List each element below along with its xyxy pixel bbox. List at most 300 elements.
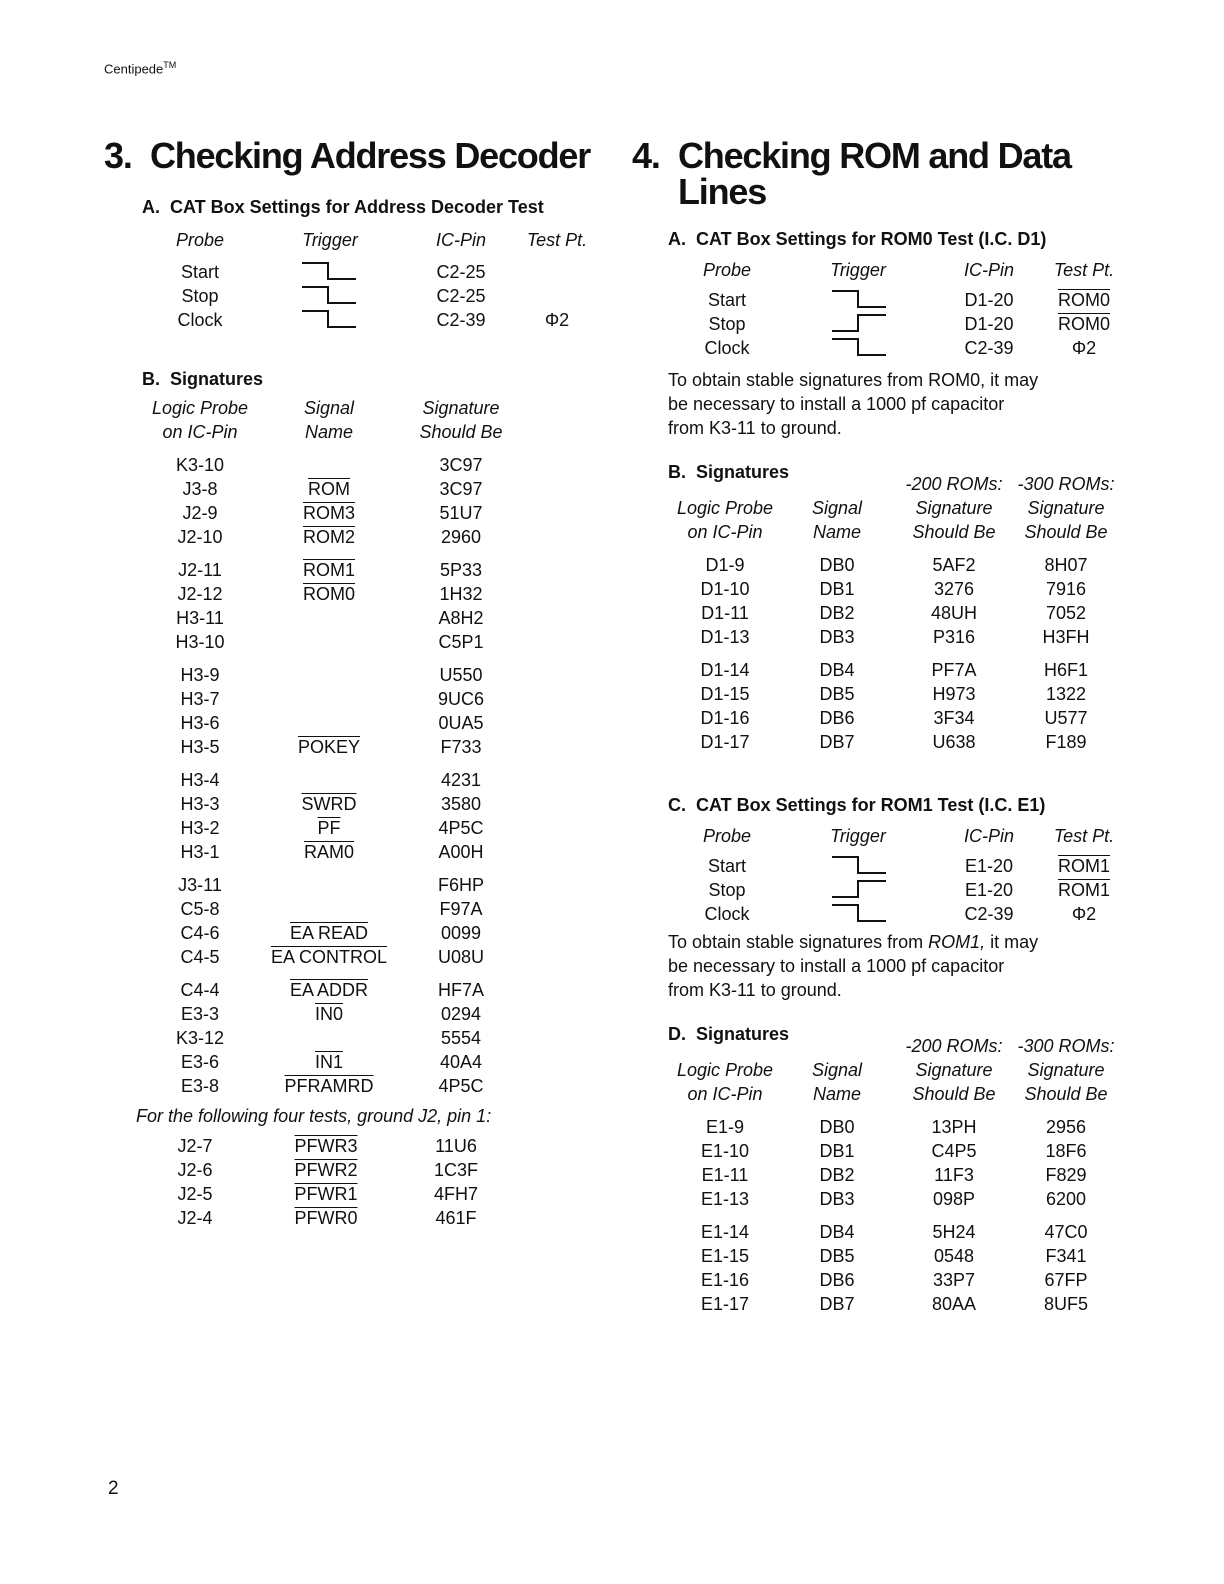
- table-row: [104, 501, 604, 525]
- col-sig300-header: Signature: [1027, 498, 1105, 518]
- table-row: [104, 477, 604, 501]
- signature-300-cell: 18F6: [1045, 1141, 1087, 1161]
- subsection-title: Signatures: [696, 462, 790, 482]
- signal-cell: DB4: [819, 1222, 855, 1242]
- pin-cell: E1-10: [700, 1141, 750, 1161]
- col-icpin-header: IC-Pin: [435, 230, 487, 250]
- pin-cell: E1-13: [700, 1189, 750, 1209]
- signature-200-cell: 11F3: [934, 1165, 974, 1185]
- pin-cell: H3-9: [180, 665, 220, 685]
- pin-cell: J2-7: [177, 1136, 213, 1156]
- icpin-cell: D1-20: [964, 314, 1014, 334]
- signature-300-cell: F189: [1045, 732, 1087, 752]
- testpt-cell: Φ2: [1071, 904, 1097, 924]
- icpin-cell: C2-39: [436, 310, 486, 330]
- signal-cell: DB7: [819, 732, 855, 752]
- col-probe-header: Logic Probe: [151, 398, 249, 418]
- table-row: [632, 312, 1132, 336]
- pin-cell: J2-12: [177, 584, 223, 604]
- table-header: [632, 496, 1132, 520]
- subsection-4a-title: A. CAT Box Settings for ROM0 Test (I.C. D1): [668, 229, 1047, 249]
- signature-300-cell: F829: [1045, 1165, 1087, 1185]
- probe-cell: Start: [707, 290, 747, 310]
- pin-cell: J2-4: [177, 1208, 213, 1228]
- pin-cell: E3-3: [180, 1004, 220, 1024]
- table-row: [104, 558, 604, 582]
- table-row: [104, 1002, 604, 1026]
- subsection-3b-title: B. Signatures: [142, 369, 264, 389]
- col-signal-header: Signal: [811, 498, 863, 518]
- signature-300-cell: H3FH: [1042, 627, 1090, 647]
- col-trigger-header: Trigger: [830, 826, 886, 846]
- table-header: [632, 258, 1132, 282]
- table-row: [104, 1158, 604, 1182]
- col-trigger-header: Trigger: [302, 230, 358, 250]
- pin-cell: H3-10: [175, 632, 225, 652]
- probe-cell: Stop: [181, 286, 219, 306]
- signal-cell: EA CONTROL: [270, 947, 388, 967]
- pin-cell: J2-9: [182, 503, 218, 523]
- table-header: [632, 1034, 1132, 1058]
- signal-cell: DB6: [819, 708, 855, 728]
- col-signal-header: Signal: [303, 398, 355, 418]
- table-row: [632, 601, 1132, 625]
- table-row: [104, 260, 604, 284]
- table-header: [632, 1082, 1132, 1106]
- col-sig300-header: Signature: [1027, 1060, 1105, 1080]
- signature-cell: 4231: [440, 770, 482, 790]
- table-row: [632, 553, 1132, 577]
- table-row: [104, 711, 604, 735]
- signal-cell: DB4: [819, 660, 855, 680]
- falling-edge-trigger-icon: [830, 336, 888, 358]
- signal-cell: DB7: [819, 1294, 855, 1314]
- subsection-3a-title: A. CAT Box Settings for Address Decoder Test: [142, 197, 544, 217]
- signature-table-3b: [104, 396, 604, 1098]
- signature-200-cell: 5AF2: [932, 555, 976, 575]
- table-row: [104, 1050, 604, 1074]
- signal-cell: PFWR2: [294, 1160, 358, 1180]
- col-probe-header-2: on IC-Pin: [162, 422, 238, 442]
- section-4-title: 4. Checking ROM and Data: [632, 135, 1071, 176]
- table-row: [104, 308, 604, 332]
- falling-edge-trigger-icon: [830, 288, 888, 310]
- table-row: [104, 1182, 604, 1206]
- ground-table: [104, 1134, 604, 1230]
- section-3-title: 3. Checking Address Decoder: [104, 135, 591, 176]
- col-probe-header: Probe: [175, 230, 225, 250]
- subsection-letter: B.: [668, 462, 686, 482]
- table-row: [104, 840, 604, 864]
- testpt-cell: ROM0: [1057, 314, 1111, 334]
- table-row: [632, 625, 1132, 649]
- icpin-cell: D1-20: [964, 290, 1014, 310]
- testpt-cell: ROM1: [1057, 880, 1111, 900]
- col-signal-header-2: Name: [812, 1084, 862, 1104]
- table-header: [632, 1058, 1132, 1082]
- table-row: [104, 1074, 604, 1098]
- page-number: 2: [108, 1478, 119, 1499]
- signature-300-cell: 67FP: [1044, 1270, 1088, 1290]
- signature-300-cell: 8UF5: [1043, 1294, 1089, 1314]
- trademark: TM: [163, 60, 177, 70]
- pin-cell: H3-5: [180, 737, 220, 757]
- signature-cell: F733: [440, 737, 482, 757]
- probe-cell: Clock: [704, 904, 750, 924]
- testpt-cell: Φ2: [1071, 338, 1097, 358]
- rom1-note: To obtain stable signatures from ROM1, it may be necessary to install a 1000 pf capacitor from K3-11 to ground.: [668, 932, 1039, 1000]
- testpt-cell: ROM0: [1057, 290, 1111, 310]
- signature-cell: 461F: [435, 1208, 477, 1228]
- pin-cell: E1-16: [700, 1270, 750, 1290]
- table-row: [104, 945, 604, 969]
- col-icpin-header: IC-Pin: [963, 260, 1015, 280]
- signature-200-cell: 098P: [932, 1189, 976, 1209]
- falling-edge-trigger-icon: [830, 902, 888, 924]
- section-4-title-line2: Lines: [678, 171, 767, 212]
- col-sig200-header-2: Should Be: [912, 522, 996, 542]
- falling-edge-trigger-icon: [830, 854, 888, 876]
- header-title: Centipede: [104, 61, 164, 77]
- signal-cell: PFWR3: [294, 1136, 358, 1156]
- table-row: [632, 658, 1132, 682]
- col-sig300-header-2: Should Be: [1024, 522, 1108, 542]
- table-row: [632, 1268, 1132, 1292]
- pin-cell: E1-15: [700, 1246, 750, 1266]
- signature-200-cell: P316: [932, 627, 976, 647]
- table-header: [632, 824, 1132, 848]
- rom0-note: To obtain stable signatures from ROM0, it may be necessary to install a 1000 pf capacitor from K3-11 to ground.: [668, 370, 1039, 438]
- pin-cell: H3-6: [180, 713, 220, 733]
- table-row: [632, 1139, 1132, 1163]
- pin-cell: J2-10: [177, 527, 223, 547]
- signal-cell: ROM3: [302, 503, 356, 523]
- probe-cell: Clock: [177, 310, 223, 330]
- testpt-cell: ROM1: [1057, 856, 1111, 876]
- pin-cell: C5-8: [180, 899, 220, 919]
- table-row: [104, 792, 604, 816]
- pin-cell: D1-16: [700, 708, 750, 728]
- probe-cell: Stop: [708, 314, 746, 334]
- signature-200-cell: PF7A: [931, 660, 977, 680]
- signature-cell: 0UA5: [438, 713, 484, 733]
- pin-cell: C4-4: [180, 980, 220, 1000]
- signature-200-cell: 0548: [933, 1246, 975, 1266]
- signal-cell: DB3: [819, 1189, 855, 1209]
- col-sig200-header: Signature: [915, 498, 993, 518]
- signature-cell: 11U6: [435, 1136, 477, 1156]
- subsection-title: Signatures: [696, 1024, 790, 1044]
- col-testpt-header: Test Pt.: [526, 230, 588, 250]
- signature-cell: 0294: [440, 1004, 482, 1024]
- signature-300-cell: 7052: [1045, 603, 1087, 623]
- section-4: [632, 135, 1132, 1316]
- signature-cell: 4FH7: [433, 1184, 479, 1204]
- table-row: [104, 768, 604, 792]
- pin-cell: E1-17: [700, 1294, 750, 1314]
- signal-cell: DB0: [819, 1117, 855, 1137]
- signature-200-cell: C4P5: [931, 1141, 977, 1161]
- signature-cell: 0099: [440, 923, 482, 943]
- icpin-cell: C2-39: [964, 338, 1014, 358]
- signature-cell: 4P5C: [438, 818, 484, 838]
- col-sig200-header-2: Should Be: [912, 1084, 996, 1104]
- col-trigger-header: Trigger: [830, 260, 886, 280]
- signal-cell: DB3: [819, 627, 855, 647]
- col-300-roms-header: -300 ROMs:: [1017, 474, 1115, 494]
- signal-cell: PFWR0: [294, 1208, 358, 1228]
- table-row: [104, 1134, 604, 1158]
- icpin-cell: E1-20: [964, 880, 1014, 900]
- pin-cell: H3-1: [180, 842, 220, 862]
- pin-cell: D1-14: [700, 660, 750, 680]
- table-row: [104, 630, 604, 654]
- col-probe-header: Probe: [702, 826, 752, 846]
- col-signature-header: Signature: [422, 398, 500, 418]
- signature-200-cell: H973: [932, 684, 976, 704]
- signature-200-cell: 5H24: [932, 1222, 976, 1242]
- signature-200-cell: 3276: [933, 579, 975, 599]
- table-row: [104, 1206, 604, 1230]
- signal-cell: RAM0: [303, 842, 355, 862]
- signature-200-cell: 33P7: [932, 1270, 976, 1290]
- table-row: [632, 682, 1132, 706]
- signal-cell: IN0: [314, 1004, 344, 1024]
- table-row: [104, 284, 604, 308]
- cat-box-table-4c: [632, 824, 1132, 926]
- signal-cell: IN1: [314, 1052, 344, 1072]
- probe-cell: Stop: [708, 880, 746, 900]
- pin-cell: D1-15: [700, 684, 750, 704]
- pin-cell: E3-8: [180, 1076, 220, 1096]
- signal-cell: DB2: [819, 1165, 855, 1185]
- table-header: [104, 228, 604, 252]
- signature-table-4d: [632, 1022, 1132, 1316]
- table-row: [632, 1244, 1132, 1268]
- col-signal-header: Signal: [811, 1060, 863, 1080]
- pin-cell: H3-3: [180, 794, 220, 814]
- signature-300-cell: 8H07: [1044, 555, 1088, 575]
- signature-cell: 1C3F: [433, 1160, 479, 1180]
- table-row: [632, 1292, 1132, 1316]
- pin-cell: D1-11: [701, 603, 749, 623]
- section-3: [104, 135, 604, 1230]
- ground-note: For the following four tests, ground J2, pin 1:: [136, 1106, 492, 1126]
- signal-cell: DB2: [819, 603, 855, 623]
- signature-cell: 3C97: [439, 479, 483, 499]
- signature-300-cell: 1322: [1045, 684, 1087, 704]
- signature-300-cell: H6F1: [1043, 660, 1089, 680]
- pin-cell: E1-11: [701, 1165, 749, 1185]
- pin-cell: E1-9: [705, 1117, 745, 1137]
- table-header: [104, 396, 604, 420]
- signature-cell: 3580: [440, 794, 482, 814]
- signature-cell: HF7A: [437, 980, 485, 1000]
- col-200-roms-header: -200 ROMs:: [905, 474, 1003, 494]
- col-icpin-header: IC-Pin: [963, 826, 1015, 846]
- col-testpt-header: Test Pt.: [1053, 826, 1115, 846]
- table-row: [632, 706, 1132, 730]
- signal-cell: ROM1: [302, 560, 356, 580]
- col-sig300-header-2: Should Be: [1024, 1084, 1108, 1104]
- signal-cell: PFRAMRD: [284, 1076, 374, 1096]
- signal-cell: $\overline{PF}$: [317, 818, 341, 838]
- pin-cell: J2-11: [178, 560, 222, 580]
- table-row: [632, 878, 1132, 902]
- falling-edge-trigger-icon: [300, 308, 358, 330]
- pin-cell: D1-10: [700, 579, 750, 599]
- cat-box-table-3a: [104, 228, 604, 332]
- signature-cell: 40A4: [439, 1052, 483, 1072]
- rising-edge-trigger-icon: [830, 878, 888, 900]
- table-row: [632, 730, 1132, 754]
- testpt-cell: Φ2: [544, 310, 570, 330]
- signature-300-cell: U577: [1044, 708, 1088, 728]
- table-row: [632, 336, 1132, 360]
- probe-cell: Start: [707, 856, 747, 876]
- signature-cell: A8H2: [438, 608, 484, 628]
- col-signature-header-2: Should Be: [419, 422, 503, 442]
- pin-cell: E1-14: [700, 1222, 750, 1242]
- pin-cell: H3-7: [180, 689, 220, 709]
- signature-cell: 2960: [440, 527, 482, 547]
- signature-cell: 1H32: [439, 584, 483, 604]
- table-row: [104, 897, 604, 921]
- signal-cell: DB5: [819, 1246, 855, 1266]
- table-row: [632, 1115, 1132, 1139]
- table-row: [104, 453, 604, 477]
- table-row: [104, 687, 604, 711]
- table-header: [104, 420, 604, 444]
- signature-200-cell: 48UH: [930, 603, 978, 623]
- signature-cell: U550: [439, 665, 483, 685]
- page-header: [104, 60, 176, 76]
- signature-200-cell: U638: [932, 732, 976, 752]
- signature-cell: A00H: [438, 842, 484, 862]
- signature-cell: 5554: [440, 1028, 482, 1048]
- signal-cell: ROM0: [302, 584, 356, 604]
- signature-cell: U08U: [437, 947, 485, 967]
- subsection-4c-title: C. CAT Box Settings for ROM1 Test (I.C. E1): [668, 795, 1046, 815]
- table-row: [104, 525, 604, 549]
- signal-cell: DB1: [819, 1141, 855, 1161]
- pin-cell: E3-6: [180, 1052, 220, 1072]
- table-row: [632, 1220, 1132, 1244]
- signal-cell: EA READ: [289, 923, 369, 943]
- signal-cell: DB5: [819, 684, 855, 704]
- table-row: [104, 582, 604, 606]
- pin-cell: K3-12: [175, 1028, 225, 1048]
- col-probe-header-2: on IC-Pin: [687, 522, 763, 542]
- pin-cell: H3-4: [180, 770, 220, 790]
- table-row: [104, 921, 604, 945]
- signature-200-cell: 3F34: [933, 708, 975, 728]
- table-row: [104, 663, 604, 687]
- col-probe-header: Logic Probe: [676, 498, 774, 518]
- icpin-cell: E1-20: [964, 856, 1014, 876]
- signature-200-cell: 13PH: [931, 1117, 977, 1137]
- col-signal-header-2: Name: [812, 522, 862, 542]
- signature-table-4b: [632, 460, 1132, 754]
- signature-cell: F6HP: [437, 875, 485, 895]
- rising-edge-trigger-icon: [830, 312, 888, 334]
- col-probe-header: Probe: [702, 260, 752, 280]
- signal-cell: ROM2: [302, 527, 356, 547]
- signature-cell: 9UC6: [437, 689, 485, 709]
- signal-cell: DB0: [819, 555, 855, 575]
- col-probe-header-2: on IC-Pin: [687, 1084, 763, 1104]
- pin-cell: K3-10: [175, 455, 225, 475]
- table-row: [632, 288, 1132, 312]
- table-header: [632, 520, 1132, 544]
- signal-cell: POKEY: [297, 737, 361, 757]
- pin-cell: H3-11: [176, 608, 224, 628]
- table-row: [104, 1026, 604, 1050]
- icpin-cell: C2-25: [436, 286, 486, 306]
- table-row: [104, 735, 604, 759]
- signature-cell: F97A: [439, 899, 483, 919]
- table-row: [104, 873, 604, 897]
- signature-300-cell: 2956: [1045, 1117, 1087, 1137]
- falling-edge-trigger-icon: [300, 284, 358, 306]
- table-row: [632, 902, 1132, 926]
- signature-cell: 3C97: [439, 455, 483, 475]
- signal-cell: PFWR1: [294, 1184, 358, 1204]
- signature-300-cell: F341: [1045, 1246, 1087, 1266]
- signal-cell: SWRD: [301, 794, 357, 814]
- icpin-cell: C2-39: [964, 904, 1014, 924]
- signature-200-cell: 80AA: [931, 1294, 977, 1314]
- table-row: [632, 577, 1132, 601]
- table-row: [104, 816, 604, 840]
- probe-cell: Clock: [704, 338, 750, 358]
- signal-cell: EA ADDR: [289, 980, 369, 1000]
- table-row: [632, 854, 1132, 878]
- table-row: [632, 1187, 1132, 1211]
- signal-cell: $\overline{ROM}$: [308, 479, 350, 499]
- col-probe-header: Logic Probe: [676, 1060, 774, 1080]
- pin-cell: D1-9: [705, 555, 745, 575]
- pin-cell: H3-2: [180, 818, 220, 838]
- signature-300-cell: 47C0: [1044, 1222, 1088, 1242]
- pin-cell: C4-5: [180, 947, 220, 967]
- pin-cell: J2-5: [177, 1184, 213, 1204]
- col-300-roms-header: -300 ROMs:: [1017, 1036, 1115, 1056]
- pin-cell: D1-13: [700, 627, 750, 647]
- probe-cell: Start: [180, 262, 220, 282]
- table-header: [632, 472, 1132, 496]
- col-sig200-header: Signature: [915, 1060, 993, 1080]
- signal-cell: DB1: [819, 579, 855, 599]
- falling-edge-trigger-icon: [300, 260, 358, 282]
- icpin-cell: C2-25: [436, 262, 486, 282]
- table-row: [104, 978, 604, 1002]
- table-row: [104, 606, 604, 630]
- signature-300-cell: 6200: [1045, 1189, 1087, 1209]
- signature-cell: 51U7: [439, 503, 483, 523]
- table-row: [632, 1163, 1132, 1187]
- cat-box-table-4a: [632, 258, 1132, 360]
- signal-cell: DB6: [819, 1270, 855, 1290]
- col-testpt-header: Test Pt.: [1053, 260, 1115, 280]
- signature-cell: C5P1: [438, 632, 484, 652]
- col-signal-header-2: Name: [304, 422, 354, 442]
- pin-cell: J3-8: [182, 479, 218, 499]
- pin-cell: J3-11: [178, 875, 222, 895]
- signature-cell: 5P33: [439, 560, 483, 580]
- subsection-letter: D.: [668, 1024, 686, 1044]
- pin-cell: D1-17: [700, 732, 750, 752]
